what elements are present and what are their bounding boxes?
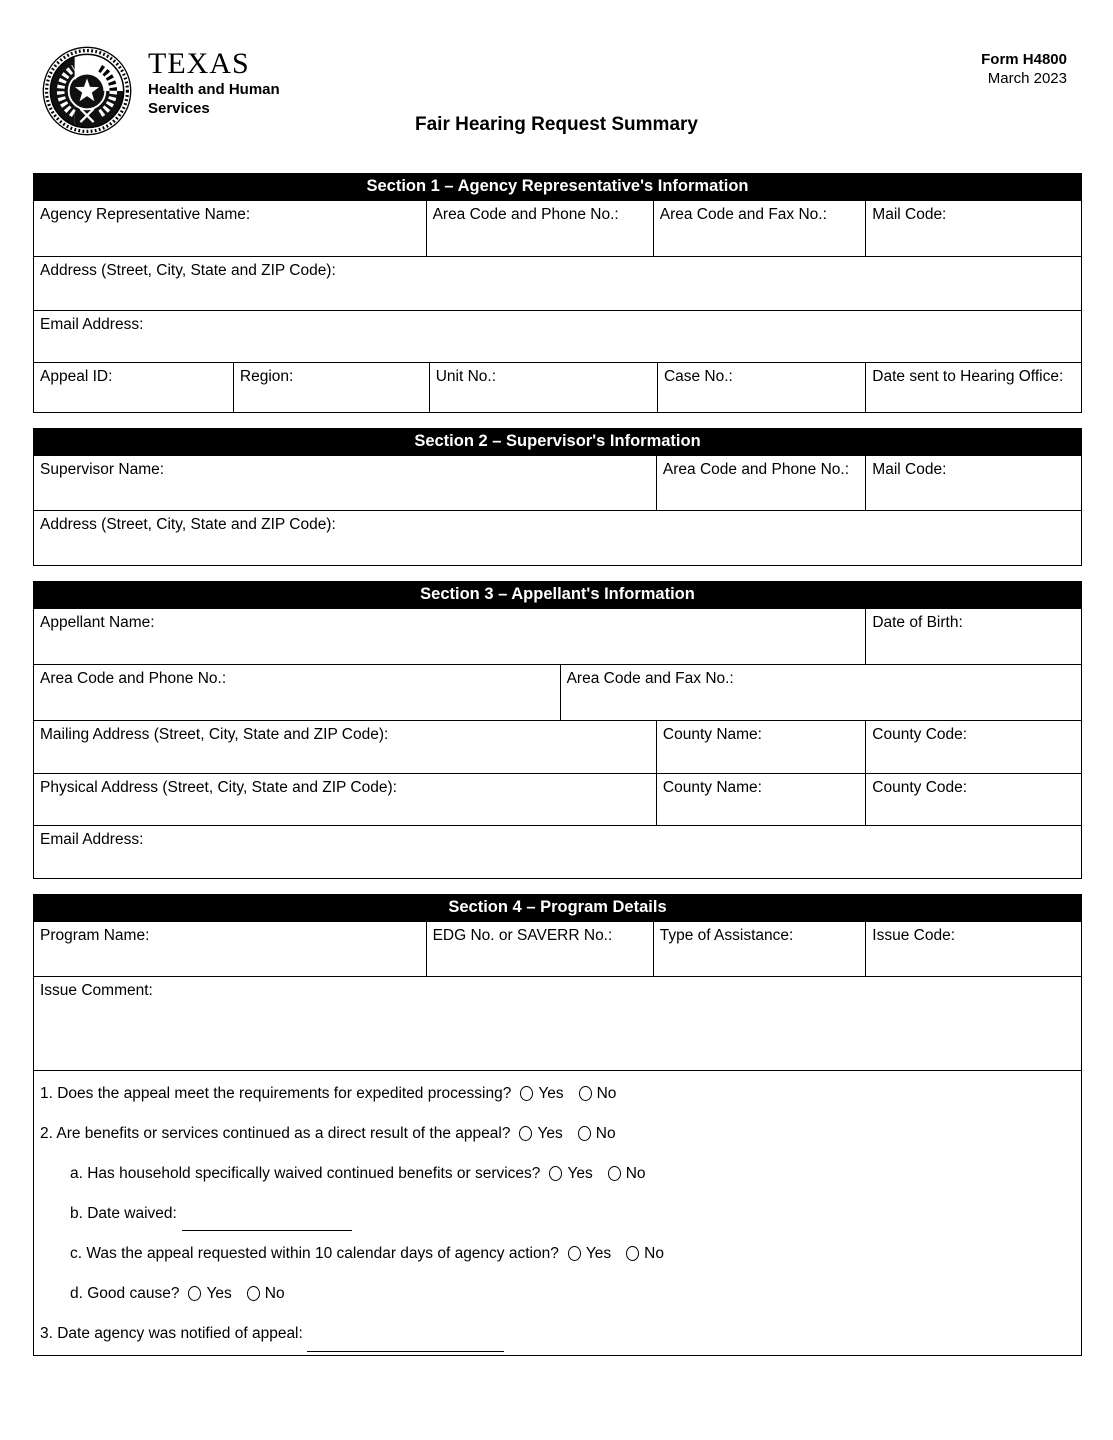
physical-county-code-field[interactable] — [865, 774, 1081, 825]
form-row — [34, 921, 1081, 976]
section-1-table — [33, 173, 1082, 413]
form-row — [34, 976, 1081, 1070]
date-sent-label: Date sent to Hearing Office: — [872, 368, 1064, 385]
appeal-id-label: Appeal ID: — [40, 368, 113, 385]
q2d-no-label: No — [264, 1285, 285, 1302]
s2-address-label: Address (Street, City, State and ZIP Code): — [40, 516, 336, 533]
form-row — [34, 773, 1081, 825]
q2a-no-radio[interactable] — [608, 1166, 621, 1181]
q2c-no-label: No — [644, 1245, 664, 1262]
form-row — [34, 256, 1081, 310]
appellant-name-label: Appellant Name: — [40, 614, 155, 631]
q1-no-label: No — [596, 1085, 617, 1102]
section-3-table — [33, 581, 1082, 879]
question-1 — [40, 1084, 1071, 1103]
question-2b-label: b. Date waived: — [70, 1205, 177, 1222]
s1-address-field[interactable] — [34, 257, 1081, 310]
unit-no-field[interactable] — [429, 363, 657, 412]
question-2c — [70, 1244, 1071, 1263]
logo-agency-line2: Services — [148, 100, 210, 117]
date-sent-field[interactable] — [865, 363, 1081, 412]
q2d-no-radio[interactable] — [247, 1286, 260, 1301]
form-row — [34, 720, 1081, 773]
q2a-yes-radio[interactable] — [549, 1166, 562, 1181]
case-no-field[interactable] — [657, 363, 865, 412]
q1-yes-radio[interactable] — [520, 1086, 533, 1101]
section-2-table — [33, 428, 1082, 566]
form-row — [34, 455, 1081, 510]
mailing-address-label: Mailing Address (Street, City, State and ZIP Code): — [40, 726, 389, 743]
question-2a-label: a. Has household specifically waived continued benefits or services? — [70, 1165, 541, 1182]
q2-no-radio[interactable] — [578, 1126, 591, 1141]
q2c-yes-radio[interactable] — [568, 1246, 581, 1261]
program-name-label: Program Name: — [40, 927, 150, 944]
form-row — [34, 608, 1081, 664]
section-4-table — [33, 894, 1082, 1356]
appellant-name-field[interactable] — [34, 609, 865, 664]
s2-mail-code-field[interactable] — [865, 456, 1081, 510]
s1-fax-label: Area Code and Fax No.: — [659, 206, 827, 223]
s3-fax-field[interactable] — [560, 665, 1081, 720]
issue-comment-label: Issue Comment: — [40, 982, 153, 999]
edg-no-label: EDG No. or SAVERR No.: — [432, 927, 613, 944]
question-2c-label: c. Was the appeal requested within 10 calendar days of agency action? — [70, 1245, 559, 1262]
mailing-county-code-field[interactable] — [865, 721, 1081, 773]
texas-hhs-logo — [40, 44, 280, 138]
form-date: March 2023 — [987, 70, 1067, 87]
form-row — [34, 825, 1081, 878]
mailing-county-name-field[interactable] — [656, 721, 865, 773]
question-3-label: 3. Date agency was notified of appeal: — [40, 1325, 303, 1342]
mailing-county-name-label: County Name: — [662, 726, 762, 743]
case-no-label: Case No.: — [663, 368, 733, 385]
form-number: Form H4800 — [981, 51, 1067, 68]
section-2-header: Section 2 – Supervisor's Information — [34, 429, 1081, 455]
issue-comment-field[interactable] — [34, 977, 1081, 1070]
mailing-address-field[interactable] — [34, 721, 656, 773]
unit-no-label: Unit No.: — [435, 368, 497, 385]
section-1-header: Section 1 – Agency Representative's Information — [34, 174, 1081, 200]
s1-mail-code-label: Mail Code: — [872, 206, 947, 223]
date-notified-field[interactable] — [307, 1338, 504, 1352]
q2c-no-radio[interactable] — [626, 1246, 639, 1261]
s2-mail-code-label: Mail Code: — [872, 461, 947, 478]
logo-agency-line1: Health and Human — [148, 81, 280, 98]
logo-state-name: TEXAS — [148, 47, 250, 80]
s2-phone-field[interactable] — [656, 456, 865, 510]
s1-phone-field[interactable] — [426, 201, 653, 256]
question-2 — [40, 1124, 1071, 1143]
program-name-field[interactable] — [34, 922, 426, 976]
texas-hhs-seal-icon — [40, 44, 134, 138]
s1-email-field[interactable] — [34, 311, 1081, 362]
appeal-id-field[interactable] — [34, 363, 233, 412]
physical-county-name-field[interactable] — [656, 774, 865, 825]
physical-county-code-label: County Code: — [872, 779, 968, 796]
s1-email-label: Email Address: — [40, 316, 144, 333]
q2-no-label: No — [595, 1125, 616, 1142]
supervisor-name-label: Supervisor Name: — [40, 461, 165, 478]
edg-no-field[interactable] — [426, 922, 653, 976]
mailing-county-code-label: County Code: — [872, 726, 968, 743]
q2-yes-radio[interactable] — [519, 1126, 532, 1141]
page-title: Fair Hearing Request Summary — [415, 114, 698, 135]
issue-code-field[interactable] — [865, 922, 1081, 976]
dob-label: Date of Birth: — [872, 614, 963, 631]
q2c-yes-label: Yes — [585, 1245, 612, 1262]
form-row — [34, 362, 1081, 412]
issue-code-label: Issue Code: — [872, 927, 955, 944]
date-waived-field[interactable] — [182, 1217, 352, 1231]
form-row — [34, 510, 1081, 565]
question-2a — [70, 1164, 1071, 1183]
s3-phone-field[interactable] — [34, 665, 560, 720]
question-2-label: 2. Are benefits or services continued as a direct result of the appeal? — [40, 1125, 511, 1142]
supervisor-name-field[interactable] — [34, 456, 656, 510]
section-3-header: Section 3 – Appellant's Information — [34, 582, 1081, 608]
agency-rep-name-label: Agency Representative Name: — [40, 206, 251, 223]
logo-text — [148, 44, 280, 138]
s1-mail-code-field[interactable] — [865, 201, 1081, 256]
dob-field[interactable] — [865, 609, 1081, 664]
question-2d-label: d. Good cause? — [70, 1285, 180, 1302]
form-body — [0, 173, 1113, 1356]
q2a-no-label: No — [625, 1165, 646, 1182]
form-row — [34, 1070, 1081, 1355]
s3-phone-label: Area Code and Phone No.: — [40, 670, 227, 687]
form-row — [34, 310, 1081, 362]
question-1-label: 1. Does the appeal meet the requirements for expedited processing? — [40, 1085, 512, 1102]
form-identifier — [981, 44, 1067, 88]
physical-address-field[interactable] — [34, 774, 656, 825]
s1-phone-label: Area Code and Phone No.: — [432, 206, 619, 223]
q2-yes-label: Yes — [537, 1125, 563, 1142]
type-of-assistance-label: Type of Assistance: — [659, 927, 794, 944]
s1-address-label: Address (Street, City, State and ZIP Code): — [40, 262, 336, 279]
type-of-assistance-field[interactable] — [653, 922, 866, 976]
question-3 — [40, 1324, 1071, 1343]
questions-cell — [34, 1071, 1081, 1355]
form-row — [34, 200, 1081, 256]
q2d-yes-label: Yes — [206, 1285, 232, 1302]
physical-county-name-label: County Name: — [662, 779, 762, 796]
form-row — [34, 664, 1081, 720]
s2-phone-label: Area Code and Phone No.: — [662, 461, 850, 478]
q1-yes-label: Yes — [538, 1085, 564, 1102]
s2-address-field[interactable] — [34, 511, 1081, 565]
physical-address-label: Physical Address (Street, City, State and ZIP Code): — [40, 779, 397, 796]
region-field[interactable] — [233, 363, 429, 412]
question-2d — [70, 1284, 1071, 1303]
q2d-yes-radio[interactable] — [188, 1286, 201, 1301]
section-4-header: Section 4 – Program Details — [34, 895, 1081, 921]
s3-email-label: Email Address: — [40, 831, 144, 848]
agency-rep-name-field[interactable] — [34, 201, 426, 256]
q2a-yes-label: Yes — [567, 1165, 593, 1182]
s3-email-field[interactable] — [34, 826, 1081, 878]
question-2b — [70, 1204, 1071, 1223]
s3-fax-label: Area Code and Fax No.: — [566, 670, 734, 687]
s1-fax-field[interactable] — [653, 201, 866, 256]
region-label: Region: — [239, 368, 294, 385]
q1-no-radio[interactable] — [579, 1086, 592, 1101]
